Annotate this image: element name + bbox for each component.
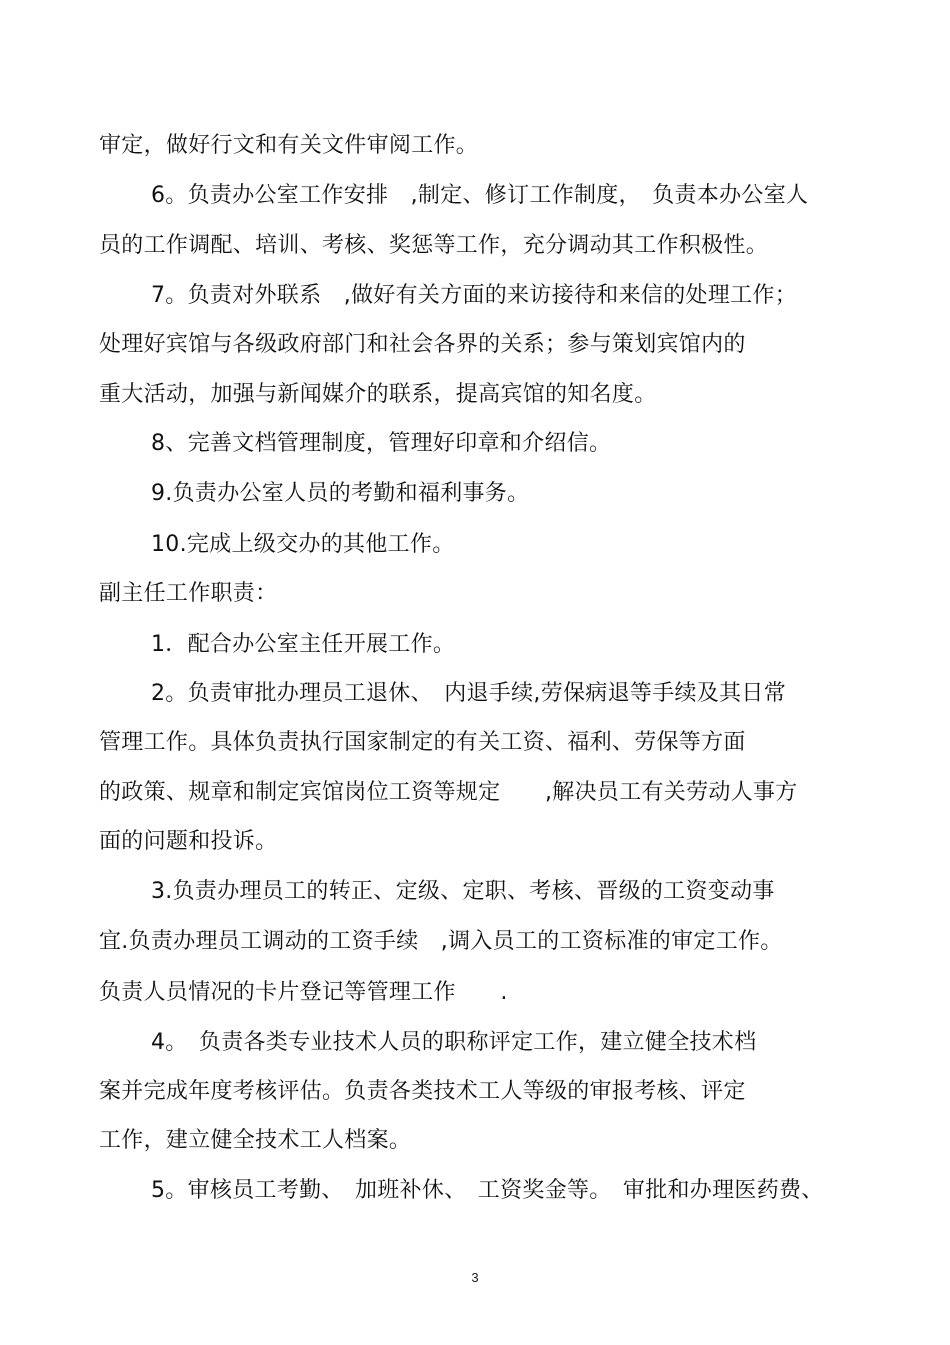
text-line: 1．配合办公室主任开展工作。 (151, 632, 456, 657)
text-line: 3.负责办理员工的转正、定级、定职、考核、晋级的工资变动事 (151, 879, 775, 904)
section-heading: 副主任工作职责： (99, 581, 278, 606)
text-line: 面的问题和投诉。 (99, 829, 278, 854)
text-line: 9.负责办公室人员的考勤和福利事务。 (151, 481, 530, 506)
text-line: 2。负责审批办理员工退休、 内退手续,劳保病退等手续及其日常 (151, 681, 786, 706)
text-line: 5。审核员工考勤、 加班补休、 工资奖金等。 审批和办理医药费、 (151, 1178, 824, 1203)
text-line: 员的工作调配、培训、考核、奖惩等工作，充分调动其工作积极性。 (99, 233, 769, 258)
text-line: 处理好宾馆与各级政府部门和社会各界的关系；参与策划宾馆内的 (99, 332, 746, 357)
text-line: 7。负责对外联系 ,做好有关方面的来访接待和来信的处理工作； (151, 283, 797, 308)
text-line: 的政策、规章和制定宾馆岗位工资等规定 ,解决员工有关劳动人事方 (99, 780, 798, 805)
text-line: 8、完善文档管理制度，管理好印章和介绍信。 (151, 431, 612, 456)
text-line: 6。负责办公室工作安排 ,制定、修订工作制度， 负责本办公室人 (151, 183, 809, 208)
text-line: 管理工作。具体负责执行国家制定的有关工资、福利、劳保等方面 (99, 730, 746, 755)
text-line: 工作，建立健全技术工人档案。 (99, 1128, 412, 1153)
text-line: 负责人员情况的卡片登记等管理工作 . (99, 980, 508, 1005)
text-line: 审定，做好行文和有关文件审阅工作。 (99, 133, 479, 158)
text-line: 重大活动，加强与新闻媒介的联系，提高宾馆的知名度。 (99, 382, 657, 407)
page-number: 3 (471, 1270, 479, 1285)
text-line: 10.完成上级交办的其他工作。 (151, 532, 455, 557)
text-line: 4。 负责各类专业技术人员的职称评定工作，建立健全技术档 (151, 1030, 757, 1055)
text-line: 宜.负责办理员工调动的工资手续 ,调入员工的工资标准的审定工作。 (99, 929, 783, 954)
text-line: 案并完成年度考核评估。负责各类技术工人等级的审报考核、评定 (99, 1079, 746, 1104)
